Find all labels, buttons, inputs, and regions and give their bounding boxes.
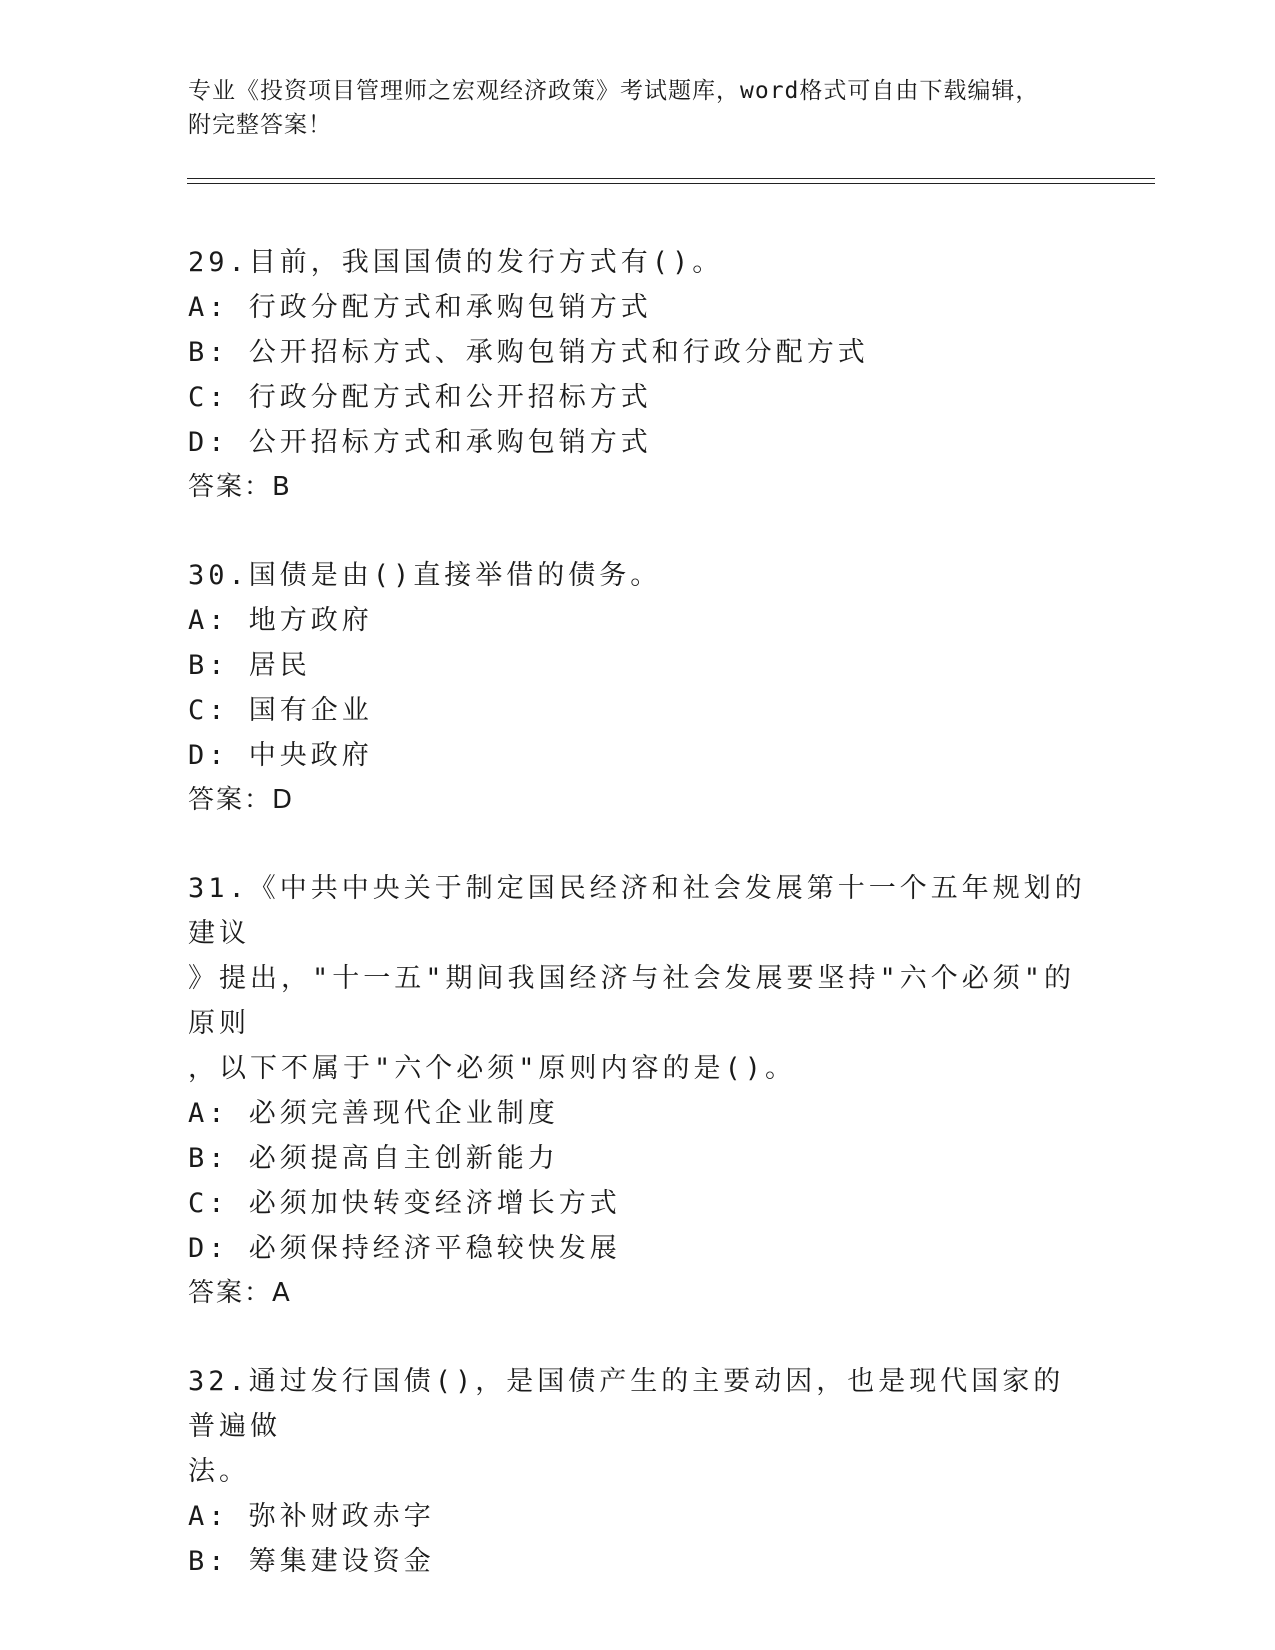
header-rule-bottom xyxy=(187,183,1155,184)
option-b: B: 居民 xyxy=(188,650,311,681)
question-31 xyxy=(188,866,1088,1316)
option-d: D: 中央政府 xyxy=(188,740,373,771)
question-32 xyxy=(188,1359,1088,1584)
question-text: 29.目前，我国国债的发行方式有()。 xyxy=(188,247,724,278)
option-c: C: 行政分配方式和公开招标方式 xyxy=(188,382,652,413)
question-30 xyxy=(188,553,1088,823)
option-a: A: 必须完善现代企业制度 xyxy=(188,1098,559,1129)
option-a: A: 地方政府 xyxy=(188,605,373,636)
question-list xyxy=(188,240,1088,1627)
option-d: D: 必须保持经济平稳较快发展 xyxy=(188,1233,621,1264)
option-b: B: 公开招标方式、承购包销方式和行政分配方式 xyxy=(188,337,869,368)
answer: 答案：B xyxy=(188,472,292,502)
answer: 答案：D xyxy=(188,785,295,815)
option-d: D: 公开招标方式和承购包销方式 xyxy=(188,427,652,458)
document-header xyxy=(188,74,1068,142)
option-b: B: 筹集建设资金 xyxy=(188,1546,435,1577)
question-text: 30.国债是由()直接举借的债务。 xyxy=(188,560,662,591)
option-c: C: 国有企业 xyxy=(188,695,373,726)
header-rule-top xyxy=(187,178,1155,179)
question-text: 32.通过发行国债()，是国债产生的主要动因，也是现代国家的普遍做 法。 xyxy=(188,1366,1065,1487)
option-a: A: 弥补财政赤字 xyxy=(188,1501,435,1532)
answer: 答案：A xyxy=(188,1278,292,1308)
question-text: 31.《中共中央关于制定国民经济和社会发展第十一个五年规划的建议 》提出，"十一五"期间我国经济与社会发展要坚持"六个必须"的原则 ，以下不属于"六个必须"原则内容的是()。 xyxy=(188,873,1086,1084)
header-line-2: 附完整答案！ xyxy=(188,112,332,138)
question-29 xyxy=(188,240,1088,510)
header-line-1: 专业《投资项目管理师之宏观经济政策》考试题库，word格式可自由下载编辑， xyxy=(188,78,1040,104)
option-c: C: 必须加快转变经济增长方式 xyxy=(188,1188,621,1219)
option-a: A: 行政分配方式和承购包销方式 xyxy=(188,292,652,323)
option-b: B: 必须提高自主创新能力 xyxy=(188,1143,559,1174)
